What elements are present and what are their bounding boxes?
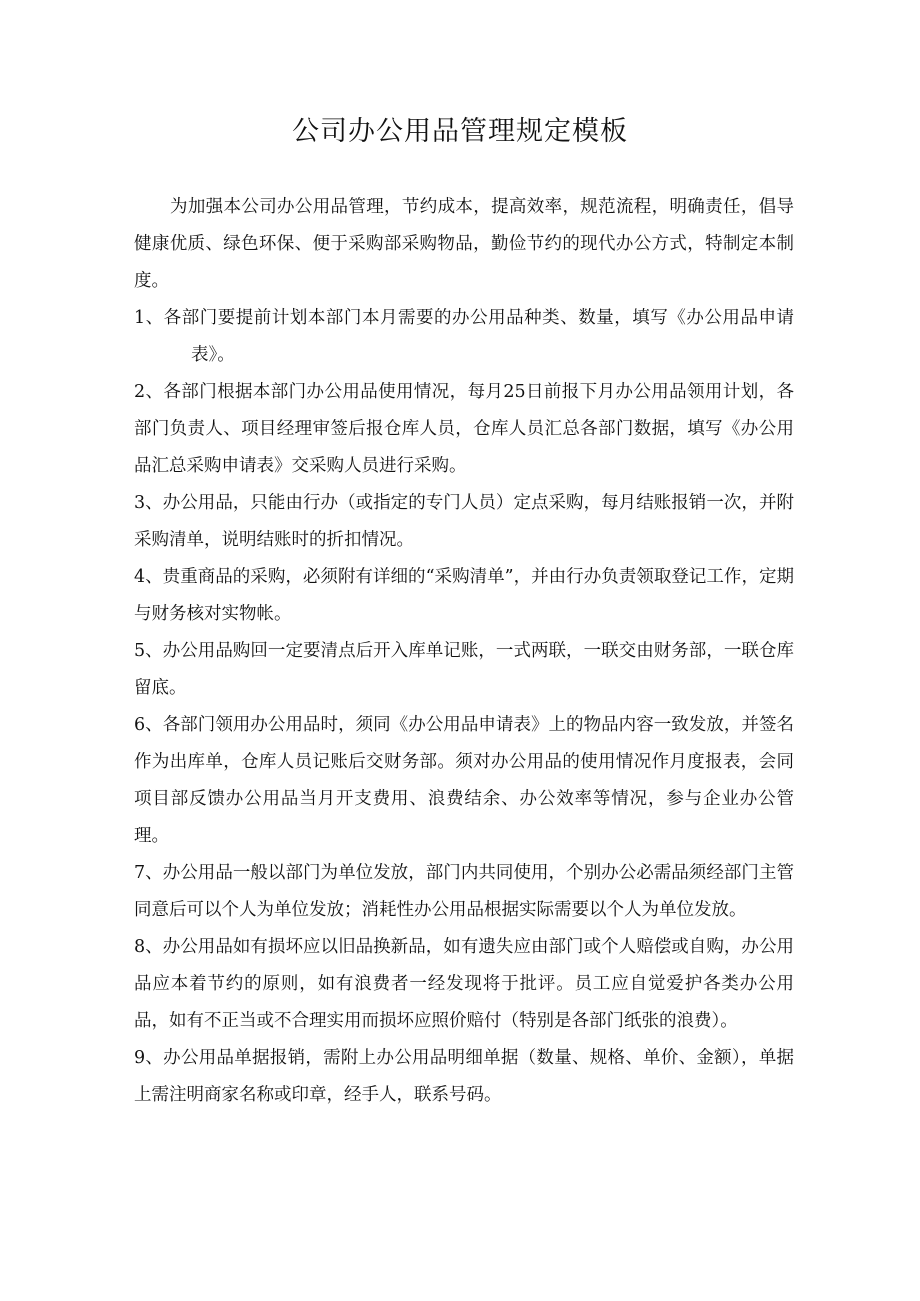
rule-item-9: 9、办公用品单据报销，需附上办公用品明细单据（数量、规格、单价、金额），单据上需注明商家名称或印章，经手人，联系号码。 (134, 1048, 794, 1105)
document-title: 公司办公用品管理规定模板 (292, 116, 628, 147)
rule-item-4: 4、贵重商品的采购，必须附有详细的“采购清单”，并由行办负责领取登记工作，定期与财务核对实物帐。 (134, 567, 794, 624)
rule-item-3: 3、办公用品，只能由行办（或指定的专门人员）定点采购，每月结账报销一次，并附采购清单，说明结账时的折扣情况。 (134, 493, 794, 550)
rule-item-1: 1、各部门要提前计划本部门本月需要的办公用品种类、数量，填写《办公用品申请表》。 (134, 308, 794, 365)
rule-item-2: 2、各部门根据本部门办公用品使用情况，每月25日前报下月办公用品领用计划，各部门负责人、项目经理审签后报仓库人员，仓库人员汇总各部门数据，填写《办公用品汇总采购申请表》交采购人员进行采购。 (134, 382, 794, 476)
intro-paragraph: 为加强本公司办公用品管理，节约成本，提高效率，规范流程，明确责任，倡导健康优质、绿色环保、便于采购部采购物品，勤俭节约的现代办公方式，特制定本制度。 (134, 197, 794, 291)
document-body (134, 189, 794, 1114)
rule-item-7: 7、办公用品一般以部门为单位发放，部门内共同使用，个别办公必需品须经部门主管同意后可以个人为单位发放；消耗性办公用品根据实际需要以个人为单位发放。 (134, 863, 794, 920)
rule-item-8: 8、办公用品如有损坏应以旧品换新品，如有遗失应由部门或个人赔偿或自购，办公用品应本着节约的原则，如有浪费者一经发现将于批评。员工应自觉爱护各类办公用品，如有不正当或不合理实用而损坏应照价赔付（特别是各部门纸张的浪费）。 (134, 937, 794, 1031)
rule-item-6: 6、各部门领用办公用品时，须同《办公用品申请表》上的物品内容一致发放，并签名作为出库单，仓库人员记账后交财务部。须对办公用品的使用情况作月度报表，会同项目部反馈办公用品当月开支费用、浪费结余、办公效率等情况，参与企业办公管理。 (134, 715, 794, 846)
rule-item-5: 5、办公用品购回一定要清点后开入库单记账，一式两联，一联交由财务部，一联仓库留底。 (134, 641, 794, 698)
